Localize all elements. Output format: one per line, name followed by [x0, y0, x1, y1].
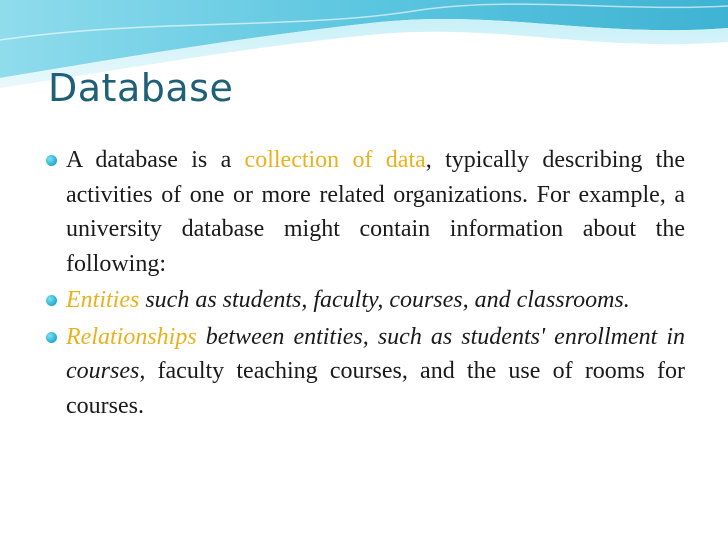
bullet-text-italic: between entities, such as students' enrollment in courses,: [66, 323, 685, 384]
bullet-text-pre: A database is a: [66, 147, 245, 173]
bullet-item-definition: [44, 143, 685, 281]
bullet-list: [44, 143, 685, 425]
bullet-dot-icon: [46, 332, 57, 343]
slide-title: Database: [48, 66, 234, 110]
bullet-item-entities: [44, 283, 685, 318]
highlight-entities: Entities: [66, 287, 140, 313]
bullet-item-relationships: [44, 320, 685, 424]
bullet-text-italic: such as students, faculty, courses, and classrooms.: [139, 287, 630, 313]
highlight-collection-of-data: collection of data: [244, 147, 426, 173]
bullet-dot-icon: [46, 295, 57, 306]
bullet-dot-icon: [46, 155, 57, 166]
bullet-text-post: faculty teaching courses, and the use of rooms for courses.: [66, 358, 685, 419]
highlight-relationships: Relationships: [66, 323, 197, 350]
bullet-text-post: , typically describing the activities of one or more related organizations. For example, a university database might contain information about the following:: [66, 147, 685, 277]
